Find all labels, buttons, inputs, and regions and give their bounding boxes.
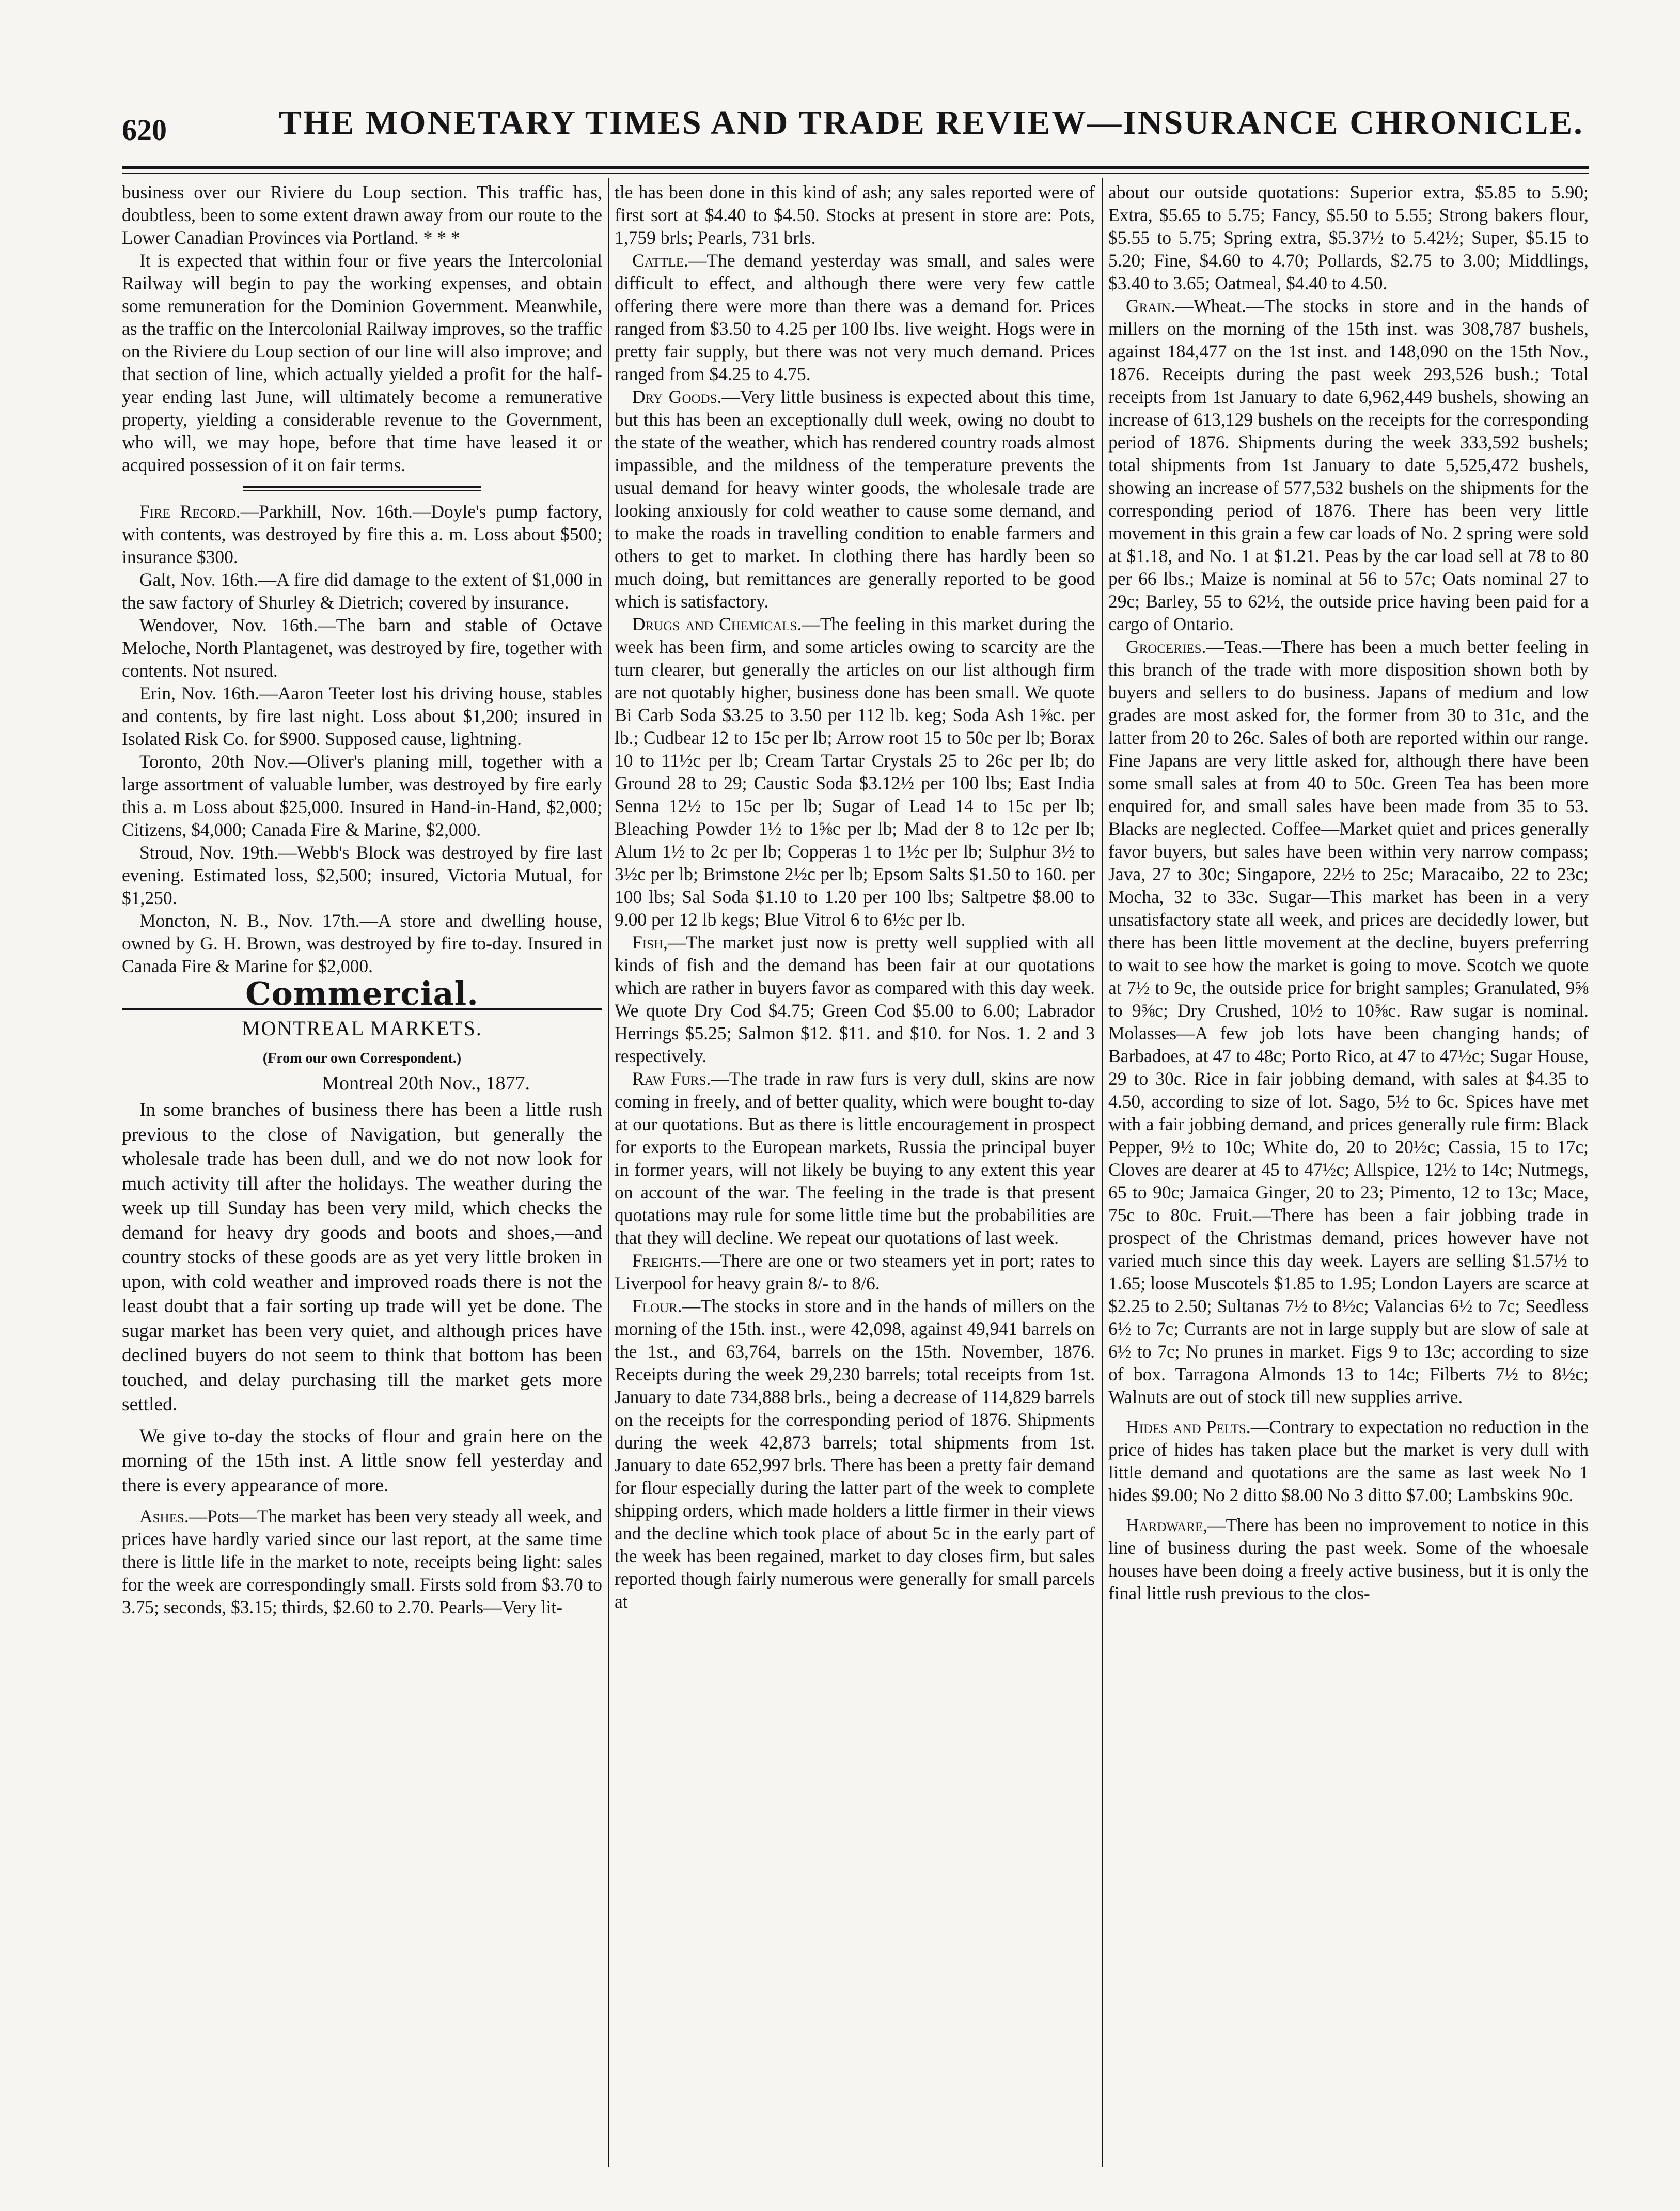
ashes-paragraph	[122, 1505, 602, 1618]
grain-paragraph	[1108, 294, 1589, 635]
raw-furs-paragraph	[615, 1067, 1095, 1249]
flour-paragraph	[615, 1295, 1095, 1613]
paragraph: We give to-day the stocks of flour and grain here on the morning of the 15th inst. A little snow fell yesterday and there is every appearance of more.	[122, 1425, 602, 1496]
grain-text: —Wheat.—The stocks in store and in the hands of millers on the morning of the 15th inst. was 308,787 bushels, against 184,477 on the 1st inst. and 148,090 on the 15th Nov., 1876. Receipts during the past week 293,526 bush.; Total receipts from 1st January to date 6,962,449 bushels, showing an increase of 613,129 bushels on the receipts for the corresponding period of 1876. Shipments during the week 333,592 bushels; total shipments from 1st January to date 5,525,472 bushels, showing an increase of 577,532 bushels on the shipments for the corresponding period of 1876. There has been very little movement in this grain a few car loads of No. 2 spring were sold at $1.18, and No. 1 at $1.21. Peas by the car load sell at 78 to 80 per 66 lbs.; Maize is nominal at 56 to 57c; Oats nominal 27 to 29c; Barley, 55 to 62½, the outside price having been paid for a cargo of Ontario.	[1108, 295, 1589, 634]
subheading: MONTREAL MARKETS.	[242, 1017, 482, 1040]
cattle-text: —The demand yesterday was small, and sales were difficult to effect, and although there were very few cattle offering there were more than there was a demand for. Prices ranged from $3.50 to 4.25 per 100 lbs. live weight. Hogs were in pretty fair supply, but there was not very much demand. Prices ranged from $4.25 to 4.75.	[615, 250, 1095, 384]
fire-record-paragraph	[122, 500, 602, 568]
freights-label: Freights.	[632, 1250, 702, 1271]
grain-label: Grain.	[1126, 295, 1175, 316]
paragraph: It is expected that within four or five years the Intercolonial Railway will begin to pay the working expenses, and obtain some remuneration for the Dominion Government. Meanwhile, as the traffic on the Intercolonial Railway improves, so the traffic on the Riviere du Loup section of our line will also improve; and that section of line, which actually yielded a profit for the half-year ending last June, will ultimately become a remunerative property, yielding a considerable revenue to the Government, who will, we may hope, before that time have leased it or acquired possession of it on fair terms.	[122, 250, 602, 475]
cattle-paragraph	[615, 249, 1095, 385]
freights-paragraph	[615, 1249, 1095, 1295]
flour-label: Flour.	[632, 1296, 682, 1316]
paragraph: Galt, Nov. 16th.—A fire did damage to the extent of $1,000 in the saw factory of Shurley & Dietrich; covered by insurance.	[122, 569, 602, 613]
drugs-label: Drugs and Chemicals.	[632, 614, 802, 634]
section-heading: Commercial.	[245, 975, 479, 1013]
paragraph: business over our Riviere du Loup section. This traffic has, doubtless, been to some extent drawn away from our route to the Lower Canadian Provinces via Portland. * * *	[122, 182, 602, 248]
dry-goods-text: —Very little business is expected about this time, but this has been an exceptionally dull week, owing no doubt to the state of the weather, which has rendered country roads almost impassible, and the mildness of the temperature prevents the usual demand for heavy winter goods, the wholesale trade are looking anxiously for cold weather to cause some demand, and to make the roads in travelling condition to enable farmers and others to get to market. In clothing there has hardly been so much doing, but remittances are generally reported to be good which is satisfactory.	[615, 386, 1095, 612]
hardware-label: Hardware,	[1126, 1515, 1208, 1535]
column-2	[615, 181, 1095, 2165]
dateline: Montreal 20th Nov., 1877.	[322, 1072, 530, 1094]
ashes-text: —Pots—The market has been very steady all week, and prices have hardly varied since our last report, at the same time there is little life in the market to note, receipts being light: sales for the week are correspondingly small. Firsts sold from $3.70 to 3.75; seconds, $3.15; thirds, $2.60 to 2.70. Pearls—Very lit-	[122, 1506, 602, 1617]
raw-furs-label: Raw Furs.	[632, 1068, 711, 1089]
fish-paragraph	[615, 931, 1095, 1067]
paragraph: tle has been done in this kind of ash; any sales reported were of first sort at $4.40 to $4.50. Stocks at present in store are: Pots, 1,759 brls; Pearls, 731 brls.	[615, 182, 1095, 248]
dry-goods-label: Dry Goods.	[632, 386, 722, 407]
hides-label: Hides and Pelts.	[1126, 1416, 1251, 1437]
ashes-label: Ashes.	[139, 1506, 189, 1527]
masthead: THE MONETARY TIMES AND TRADE REVIEW—INSURANCE CHRONICLE.	[279, 104, 1584, 142]
market-intro	[122, 1098, 602, 1498]
paragraph: Erin, Nov. 16th.—Aaron Teeter lost his driving house, stables and contents, by fire last night. Loss about $1,200; insured in Isolated Risk Co. for $900. Supposed cause, lightning.	[122, 683, 602, 749]
correspondent-line: (From our own Correspondent.)	[262, 1050, 462, 1066]
hides-text: —Contrary to expectation no reduction in the price of hides has taken place but the market is very dull with little demand and quotations are the same as last week No 1 hides $9.00; No 2 ditto $8.00 No 3 ditto $7.00; Lambskins 90c.	[1108, 1416, 1589, 1505]
drugs-paragraph	[615, 613, 1095, 931]
section-divider	[243, 486, 481, 491]
paragraph: In some branches of business there has been a little rush previous to the close of Navigation, but generally the wholesale trade has been dull, and we do not now look for much activity till after the holidays. The weather during the week up till Sunday has been very mild, which checks the demand for heavy dry goods and boots and shoes,—and country stocks of these goods are as yet very little broken in upon, with cold weather and improved roads there is not the least doubt that a fair sorting up trade will yet be done. The sugar market has been very quiet, and although prices have declined buyers do not seem to think that bottom has been touched, and delay purchasing till the market gets more settled.	[122, 1099, 602, 1415]
fish-label: Fish,	[632, 932, 668, 953]
column-rule-1	[608, 178, 609, 2167]
paragraph: Moncton, N. B., Nov. 17th.—A store and dwelling house, owned by G. H. Brown, was destroyed by fire to-day. Insured in Canada Fire & Marine for $2,000.	[122, 910, 602, 976]
masthead-rule-thin	[122, 173, 1589, 174]
flour-text: —The stocks in store and in the hands of millers on the morning of the 15th. inst., were 42,098, against 49,941 barrels on the 1st., and 63,764, barrels on the 15th. November, 1876. Receipts during the week 29,230 barrels; total receipts from 1st. January to date 734,888 brls., being a decrease of 114,829 barrels on the receipts for the corresponding period of 1876. Shipments during the week 42,873 barrels; total shipments from 1st. January to date 652,997 brls. There has been a pretty fair demand for flour especially during the latter part of the week to complete shipping orders, which made holders a little firmer in their views and the decline which took place of about 5c in the early part of the week has been regained, market to day closes firm, but sales reported though fairly numerous were generally for small parcels at	[615, 1296, 1095, 1612]
paragraph: Wendover, Nov. 16th.—The barn and stable of Octave Meloche, North Plantagenet, was destroyed by fire, together with contents. Not nsured.	[122, 615, 602, 681]
column-1	[122, 181, 602, 2165]
groceries-label: Groceries.	[1126, 636, 1206, 657]
raw-furs-text: —The trade in raw furs is very dull, skins are now coming in freely, and of better quality, which were bought to-day at our quotations. But as there is little encouragement in prospect for exports to the European markets, Russia the principal buyer in former years, will not likely be buying to any extent this year on account of the war. The feeling in the trade is that present quotations may rule for some little time but the probabilities are that they will decline. We repeat our quotations of last week.	[615, 1068, 1095, 1248]
fish-text: —The market just now is pretty well supplied with all kinds of fish and the demand has been fair at our quotations which are rather in buyers favor as compared with this day week. We quote Dry Cod $4.75; Green Cod $5.00 to 6.00; Labrador Herrings $5.25; Salmon $12. $11. and $10. for Nos. 1. 2 and 3 respectively.	[615, 932, 1095, 1066]
dry-goods-paragraph	[615, 385, 1095, 613]
paragraph: about our outside quotations: Superior extra, $5.85 to 5.90; Extra, $5.65 to 5.75; Fancy, $5.50 to 5.55; Strong bakers flour, $5.55 to 5.75; Spring extra, $5.37½ to 5.42½; Super, $5.15 to 5.20; Fine, $4.60 to 4.70; Pollards, $2.75 to 3.00; Middlings, $3.40 to 3.65; Oatmeal, $4.40 to 4.50.	[1108, 182, 1589, 293]
paragraph: Stroud, Nov. 19th.—Webb's Block was destroyed by fire last evening. Estimated loss, $2,500; insured, Victoria Mutual, for $1,250.	[122, 842, 602, 908]
hardware-text: —There has been no improvement to notice in this line of business during the past week. Some of the whoesale houses have been doing a freely active business, but it is only the final little rush previous to the clos-	[1108, 1515, 1589, 1603]
paragraph: Toronto, 20th Nov.—Oliver's planing mill, together with a large assortment of valuable lumber, was destroyed by fire early this a. m Loss about $25,000. Insured in Hand-in-Hand, $2,000; Citizens, $4,000; Canada Fire & Marine, $2,000.	[122, 751, 602, 840]
fire-record-label: Fire Record.	[139, 501, 241, 522]
hides-paragraph	[1108, 1415, 1589, 1506]
fire-record-text: —Parkhill, Nov. 16th.—Doyle's pump factory, with contents, was destroyed by fire this a. m. Loss about $500; insurance $300.	[122, 501, 602, 567]
hardware-paragraph	[1108, 1514, 1589, 1605]
column-3	[1108, 181, 1589, 2165]
column-rule-2	[1102, 178, 1103, 2167]
groceries-paragraph	[1108, 635, 1589, 1408]
cattle-label: Cattle.	[632, 250, 688, 271]
freights-text: —There are one or two steamers yet in port; rates to Liverpool for heavy grain 8/- to 8/6.	[615, 1250, 1095, 1294]
groceries-text: —Teas.—There has been a much better feeling in this branch of the trade with more disposition shown both by buyers and sellers to do business. Japans of medium and low grades are most asked for, the former from 30 to 31c, and the latter from 20 to 26c. Sales of both are reported within our range. Fine Japans are very little asked for, although there have been some small sales at from 40 to 50c. Green Tea has been more enquired for, and small sales have been made from 35 to 53. Blacks are neglected. Coffee—Market quiet and prices generally favor buyers, but sales have been within very narrow compass; Java, 27 to 30c; Singapore, 22½ to 25c; Maracaibo, 22 to 23c; Mocha, 32 to 33c. Sugar—This market has been in a very unsatisfactory state all week, and prices are decidedly lower, but there has been little movement at the decline, buyers preferring to wait to see how the market is going to move. Scotch we quote at 7½ to 9c, the outside price for bright samples; Granulated, 9⅝ to 9⅝c; Dry Crushed, 10½ to 10⅝c. Raw sugar is nominal. Molasses—A few job lots have been changing hands; of Barbadoes, at 47 to 48c; Porto Rico, at 47 to 47½c; Sugar House, 29 to 30c. Rice in fair jobbing demand, with sales at $4.35 to 4.50, according to size of lot. Sago, 5½ to 6c. Spices have met with a fair jobbing demand, and prices generally rule firm: Black Pepper, 9½ to 10c; White do, 20 to 20½c; Cassia, 15 to 17c; Cloves are dearer at 45 to 47½c; Allspice, 12½ to 14c; Nutmegs, 65 to 90c; Jamaica Ginger, 20 to 23; Pimento, 12 to 13c; Mace, 75c to 80c. Fruit.—There has been a fair jobbing trade in prospect of the Christmas demand, prices however have not varied much since this day week. Layers are selling $1.57½ to 1.65; loose Muscotels $1.85 to 1.95; London Layers are scarce at $2.25 to 2.50; Sultanas 7½ to 8½c; Valancias 6½ to 7c; Seedless 6½ to 7c; Currants are not in large supply but are slow of sale at 6½ to 7c; No prunes in market. Figs 9 to 13c; according to size of box. Tarragona Almonds 13 to 14c; Filberts 7½ to 8½c; Walnuts are out of stock till new supplies arrive.	[1108, 636, 1589, 1407]
drugs-text: —The feeling in this market during the week has been firm, and some articles owing to scarcity are the turn clearer, but generally the articles on our list although firm are not quotably higher, business done has been small. We quote Bi Carb Soda $3.25 to 3.50 per 112 lb. keg; Soda Ash 1⅝c. per lb.; Cudbear 12 to 15c per lb; Arrow root 15 to 50c per lb; Borax 10 to 11½c per lb; Cream Tartar Crystals 25 to 26c per lb; do Ground 28 to 29; Caustic Soda $3.12½ per 100 lbs; East India Senna 12½ to 15c per lb; Sugar of Lead 14 to 15c per lb; Bleaching Powder 1½ to 1⅝c per lb; Mad der 8 to 12c per lb; Alum 1½ to 2c per lb; Copperas 1 to 1½c per lb; Sulphur 3½ to 3½c per lb; Brimstone 2½c per lb; Epsom Salts $1.50 to 160. per 100 lbs; Sal Soda $1.10 to 1.20 per 100 lbs; Saltpetre $8.00 to 9.00 per 12 lb kegs; Blue Vitrol 6 to 6½c per lb.	[615, 614, 1095, 930]
page-number: 620	[122, 113, 167, 147]
masthead-rule	[122, 166, 1589, 169]
